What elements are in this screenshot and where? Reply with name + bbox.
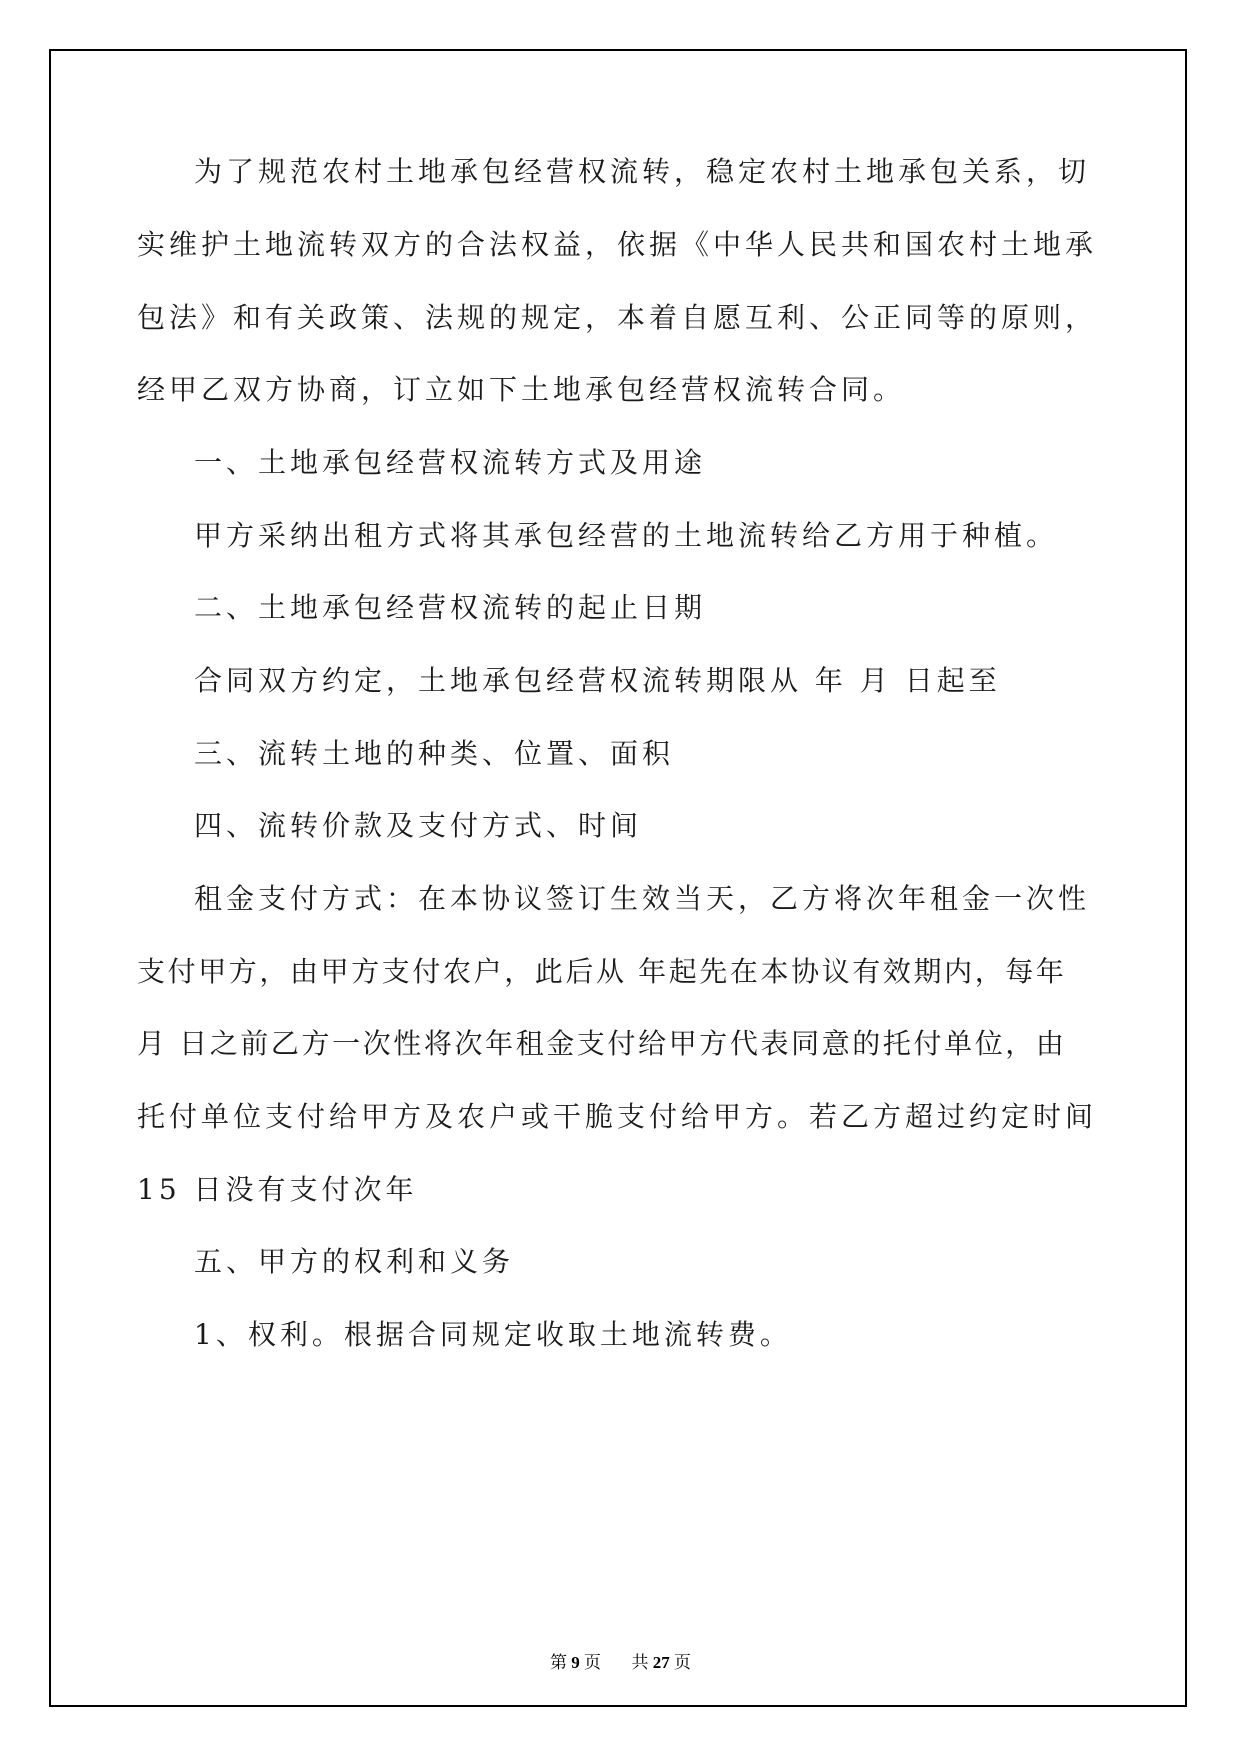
- total-pages: 27: [652, 1653, 670, 1672]
- section-heading: 三、流转土地的种类、位置、面积: [194, 737, 675, 770]
- section-heading: 一、土地承包经营权流转方式及用途: [194, 446, 707, 479]
- paragraph-line: 为了规范农村土地承包经营权流转，稳定农村土地承包关系，切: [194, 155, 1091, 188]
- paragraph-line: 租金支付方式：在本协议签订生效当天，乙方将次年租金一次性: [194, 882, 1091, 915]
- paragraph-line: 1、权利。根据合同规定收取土地流转费。: [194, 1318, 792, 1351]
- total-label-suffix: 页: [674, 1653, 691, 1672]
- paragraph-line: 合同双方约定，土地承包经营权流转期限从 年 月 日起至: [194, 664, 1001, 697]
- page-border: [49, 49, 1187, 1707]
- section-heading: 五、甲方的权利和义务: [194, 1245, 515, 1278]
- paragraph-line: 甲方采纳出租方式将其承包经营的土地流转给乙方用于种植。: [194, 519, 1059, 552]
- page-footer: [0, 1648, 1241, 1673]
- page-label-suffix: 页: [584, 1653, 601, 1672]
- paragraph-line: 支付甲方，由甲方支付农户，此后从 年起先在本协议有效期内，每年: [137, 955, 1067, 988]
- page-label-prefix: 第: [550, 1653, 567, 1672]
- paragraph-line: 经甲乙双方协商，订立如下土地承包经营权流转合同。: [137, 373, 906, 406]
- paragraph-line: 月 日之前乙方一次性将次年租金支付给甲方代表同意的托付单位，由: [137, 1027, 1067, 1060]
- paragraph-line: 实维护土地流转双方的合法权益，依据《中华人民共和国农村土地承: [137, 228, 1098, 261]
- section-heading: 四、流转价款及支付方式、时间: [194, 809, 643, 842]
- paragraph-line: 托付单位支付给甲方及农户或干脆支付给甲方。若乙方超过约定时间: [137, 1100, 1098, 1133]
- paragraph-line: 15 日没有支付次年: [137, 1173, 418, 1206]
- section-heading: 二、土地承包经营权流转的起止日期: [194, 591, 707, 624]
- total-label-prefix: 共: [631, 1653, 649, 1672]
- paragraph-line: 包法》和有关政策、法规的规定，本着自愿互利、公正同等的原则，: [137, 301, 1098, 334]
- page-number: 9: [571, 1653, 580, 1672]
